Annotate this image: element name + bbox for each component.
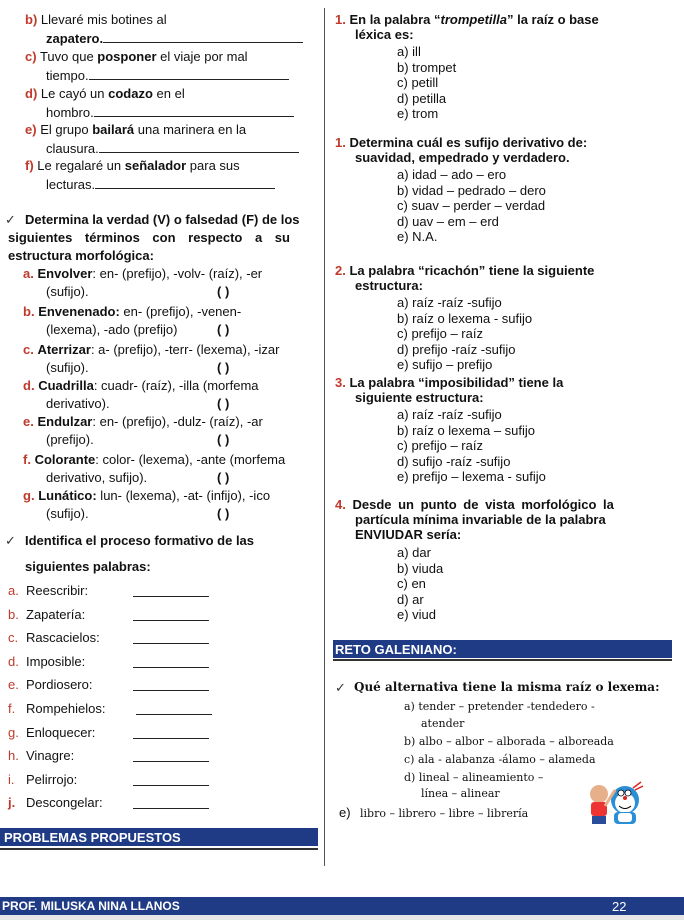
answer-blank [133,655,209,668]
process-item [8,725,95,740]
vf-item [23,488,270,503]
item-word: Pelirrojo: [26,772,78,787]
item-keyword: Envenenado: [38,304,120,319]
answer-blank [136,702,212,715]
answer-option: b) vidad – pedrado – dero [397,183,546,198]
item-text: lecturas. [46,177,96,192]
answer-option: a) ill [397,44,421,59]
item-text: en el [152,86,185,101]
answer-parentheses: ( ) [217,396,230,411]
sentence-item [25,122,246,137]
question-text-continuation: suavidad, empedrado y verdadero. [355,150,570,165]
answer-option: c) prefijo – raíz [397,438,483,453]
item-letter: e) [25,122,37,137]
reto-option: libro – librero – libre – librería [360,807,529,820]
item-letter: e. [8,677,19,692]
question-text [335,497,614,512]
item-word: Pordiosero: [26,677,93,692]
vf-item-continuation [46,322,178,337]
item-letter: f. [8,701,16,716]
question-number: 4. [335,497,346,512]
item-text: : en- (prefijo), -dulz- (raíz), -ar [92,414,263,429]
answer-blank [103,30,303,43]
section-title: estructura morfológica: [8,248,154,263]
item-keyword: señalador [124,158,187,173]
question-text-part: En la palabra “ [349,12,441,27]
question-text-part: La palabra “ricachón” tiene la siguiente [349,263,595,278]
item-letter: c. [23,342,34,357]
item-letter: g. [23,488,35,503]
item-word: Vinagre: [26,748,75,763]
item-letter: h. [8,748,19,763]
item-text: (sufijo). [46,284,89,299]
vf-item [23,342,279,357]
question-text-part: La palabra “imposibilidad” tiene la [349,375,564,390]
section-title: siguientes palabras: [25,559,151,574]
answer-option: a) idad – ado – ero [397,167,507,182]
item-letter: e. [23,414,34,429]
footer-bar [0,897,684,915]
item-letter: d) [25,86,38,101]
question-text-part: Determina cuál es sufijo derivativo de: [349,135,588,150]
question-text [335,263,594,278]
item-keyword: Cuadrilla [38,378,94,393]
item-text: lun- (lexema), -at- (infijo), -ico [96,488,271,503]
vf-item [23,378,259,393]
item-text: (sufijo). [46,506,89,521]
problems-header-text: PROBLEMAS PROPUESTOS [4,830,181,845]
sentence-item [25,49,248,64]
problems-header [0,828,318,846]
answer-option: d) sufijo -raíz -sufijo [397,454,511,469]
answer-option: d) prefijo -raíz -sufijo [397,342,516,357]
item-keyword: posponer [97,49,157,64]
reto-header-text: RETO GALENIANO: [335,642,457,657]
reto-header [333,640,672,658]
item-keyword: Envolver [37,266,93,281]
item-text: tiempo. [46,68,89,83]
item-keyword: Colorante [34,452,96,467]
answer-option: d) ar [397,592,424,607]
process-item [8,607,85,622]
item-keyword: Endulzar [37,414,93,429]
question-text-continuation: partícula mínima invariable de la palabra [355,512,606,527]
answer-option: b) raíz o lexema – sufijo [397,423,536,438]
column-divider [324,8,325,866]
item-letter: b) [25,12,38,27]
answer-blank [133,773,209,786]
sentence-item-continuation [46,176,275,192]
vf-item-continuation [46,432,94,447]
item-text: hombro. [46,105,94,120]
item-word: Reescribir: [26,583,89,598]
item-word: Rompehielos: [26,701,106,716]
item-text: (sufijo). [46,360,89,375]
item-text: Le cayó un [40,86,109,101]
question-number: 1. [335,135,346,150]
answer-option: e) sufijo – prefijo [397,357,493,372]
item-keyword: codazo [108,86,153,101]
item-word: Rascacielos: [26,630,100,645]
process-item [8,701,106,716]
item-text: en- (prefijo), -venen- [119,304,242,319]
check-icon: ✓ [335,680,346,695]
vf-item [23,414,263,429]
item-letter: j. [8,795,16,810]
answer-option: a) dar [397,545,431,560]
answer-option: d) petilla [397,91,447,106]
vf-item-continuation [46,506,89,521]
item-letter: c) [25,49,37,64]
item-text: Tuvo que [39,49,98,64]
answer-option: c) suav – perder – verdad [397,198,546,213]
section-title: Determina la verdad (V) o falsedad (F) de los [25,212,300,227]
sentence-item [25,86,185,101]
question-text-continuation: léxica es: [355,27,414,42]
process-item [8,795,103,810]
question-number: 2. [335,263,346,278]
vf-item-continuation [46,396,110,411]
sentence-item [25,158,240,173]
process-item [8,583,88,598]
answer-option: e) prefijo – lexema - sufijo [397,469,546,484]
item-text: Llevaré mis botines al [40,12,167,27]
item-text: : a- (prefijo), -terr- (lexema), -izar [90,342,280,357]
answer-parentheses: ( ) [217,360,230,375]
footer-author: PROF. MILUSKA NINA LLANOS [2,899,180,913]
answer-blank [99,140,299,153]
question-text-part: ” la raíz o base [506,12,599,27]
reto-option-letter: e) [339,805,351,820]
answer-parentheses: ( ) [217,432,230,447]
item-text: Le regalaré un [37,158,125,173]
item-word: Zapatería: [26,607,86,622]
item-word: Imposible: [26,654,86,669]
section-title: Identifica el proceso formativo de las [25,533,255,548]
answer-option: a) raíz -raíz -sufijo [397,407,502,422]
item-keyword: Lunático: [38,488,97,503]
answer-blank [133,608,209,621]
answer-parentheses: ( ) [217,470,230,485]
item-word: Descongelar: [26,795,103,810]
section-title: siguientes términos con respecto a su [8,230,290,245]
item-letter: i. [8,772,15,787]
item-letter: f) [25,158,34,173]
reto-option-continuation: atender [421,717,465,730]
vf-item [23,452,285,467]
answer-blank [133,749,209,762]
sentence-item-continuation [46,67,289,83]
reto-option: b) albo – albor – alborada – alboreada [404,735,614,748]
item-text: (prefijo). [46,432,94,447]
answer-option: e) trom [397,106,439,121]
question-text-part: Desde un punto de vista morfológico la [352,497,614,512]
answer-option: c) en [397,576,426,591]
sentence-item-continuation [46,140,299,156]
item-text: : cuadr- (raíz), -illa (morfema [93,378,259,393]
footer-shadow [0,915,684,920]
item-text: : color- (lexema), -ante (morfema [95,452,286,467]
answer-option: b) raíz o lexema - sufijo [397,311,533,326]
item-letter: f. [23,452,31,467]
question-keyword: trompetilla [440,12,507,27]
item-text: : en- (prefijo), -volv- (raíz), -er [92,266,263,281]
answer-option: a) raíz -raíz -sufijo [397,295,502,310]
answer-option: c) prefijo – raíz [397,326,483,341]
mascot-illustration [585,778,645,828]
question-number: 3. [335,375,346,390]
question-text [335,135,587,150]
process-item [8,630,100,645]
vf-item [23,304,241,319]
process-item [8,748,74,763]
reto-question: Qué alternativa tiene la misma raíz o lexema: [354,680,660,694]
question-text-continuation: estructura: [355,278,423,293]
item-letter: d. [23,378,35,393]
sentence-item-continuation [46,104,294,120]
item-text: el viaje por mal [156,49,248,64]
answer-parentheses: ( ) [217,506,230,521]
answer-blank [133,726,209,739]
item-letter: b. [8,607,19,622]
vf-item-continuation [46,470,147,485]
vf-item-continuation [46,284,89,299]
vf-item-continuation [46,360,89,375]
item-letter: a. [8,583,19,598]
answer-blank [94,104,294,117]
process-item [8,772,77,787]
item-letter: c. [8,630,19,645]
item-text: una marinera en la [134,122,247,137]
process-item [8,677,92,692]
problems-header-rule [0,848,318,850]
answer-option: e) viud [397,607,437,622]
answer-option: b) trompet [397,60,457,75]
answer-blank [133,678,209,691]
reto-option: d) lineal – alineamiento – [404,771,544,784]
answer-blank [133,584,209,597]
item-word: Enloquecer: [26,725,96,740]
answer-option: e) N.A. [397,229,438,244]
check-icon: ✓ [5,212,16,227]
question-text [335,12,599,27]
reto-header-rule [333,659,672,661]
item-text: zapatero. [46,31,104,46]
answer-option: c) petill [397,75,439,90]
answer-parentheses: ( ) [217,322,230,337]
page-number: 22 [612,899,627,914]
answer-blank [133,631,209,644]
answer-blank [95,176,275,189]
item-text: derivativo). [46,396,110,411]
reto-option-continuation: línea – alinear [421,787,500,800]
question-text-continuation: siguiente estructura: [355,390,484,405]
item-keyword: Aterrizar [37,342,91,357]
answer-option: d) uav – em – erd [397,214,499,229]
item-text: clausura. [46,141,99,156]
item-text: derivativo, sufijo). [46,470,148,485]
answer-parentheses: ( ) [217,284,230,299]
reto-option: a) tender – pretender -tendedero - [404,700,595,713]
question-text [335,375,563,390]
item-text: (lexema), -ado (prefijo) [46,322,178,337]
vf-item [23,266,262,281]
question-text-continuation: ENVIUDAR sería: [355,527,462,542]
answer-option: b) viuda [397,561,444,576]
item-letter: d. [8,654,19,669]
answer-blank [133,796,209,809]
item-letter: g. [8,725,19,740]
check-icon: ✓ [5,533,16,548]
item-letter: a. [23,266,34,281]
answer-blank [89,67,289,80]
process-item [8,654,85,669]
item-letter: b. [23,304,35,319]
sentence-item-continuation [46,30,303,46]
item-keyword: bailará [92,122,135,137]
question-number: 1. [335,12,346,27]
sentence-item [25,12,167,27]
reto-option: c) ala - alabanza -álamo – alameda [404,753,596,766]
item-text: El grupo [40,122,93,137]
item-text: para sus [186,158,240,173]
